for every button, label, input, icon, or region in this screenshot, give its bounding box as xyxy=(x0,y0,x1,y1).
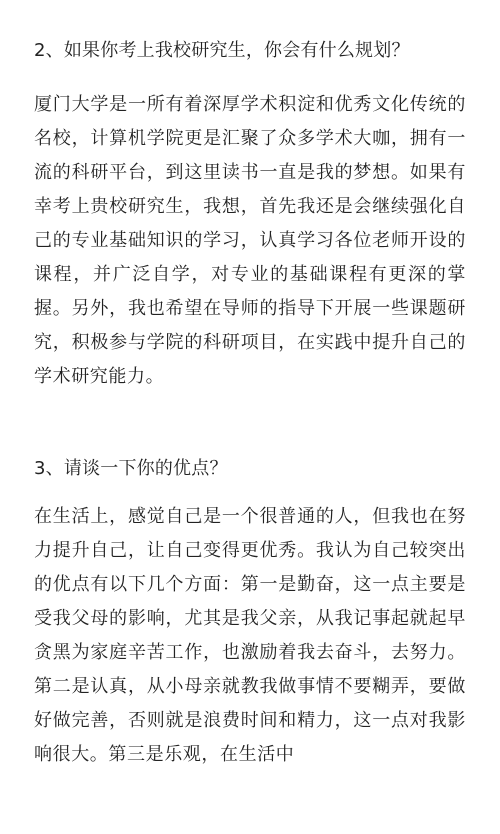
answer-paragraph: 在生活上，感觉自己是一个很普通的人，但我也在努力提升自己，让自己变得更优秀。我认为自己较突出的优点有以下几个方面：第一是勤奋，这一点主要是受我父母的影响，尤其是我父亲，从我记事起就起早贪黑为家庭辛苦工作，也激励着我去奋斗，去努力。第二是认真，从小母亲就教我做事情不要糊弄，要做好做完善，否则就是浪费时间和精力，这一点对我影响很大。第三是乐观，在生活中 xyxy=(34,506,466,765)
question-heading: 2、如果你考上我校研究生，你会有什么规划？ xyxy=(34,40,410,61)
question-heading: 3、请谈一下你的优点？ xyxy=(34,458,228,479)
answer-paragraph: 厦门大学是一所有着深厚学术积淀和优秀文化传统的名校，计算机学院更是汇聚了众多学术大咖，拥有一流的科研平台，到这里读书一直是我的梦想。如果有幸考上贵校研究生，我想，首先我还是会继续强化自己的专业基础知识的学习，认真学习各位老师开设的课程，并广泛自学，对专业的基础课程有更深的掌握。另外，我也希望在导师的指导下开展一些课题研究，积极参与学院的科研项目，在实践中提升自己的学术研究能力。 xyxy=(34,94,466,387)
